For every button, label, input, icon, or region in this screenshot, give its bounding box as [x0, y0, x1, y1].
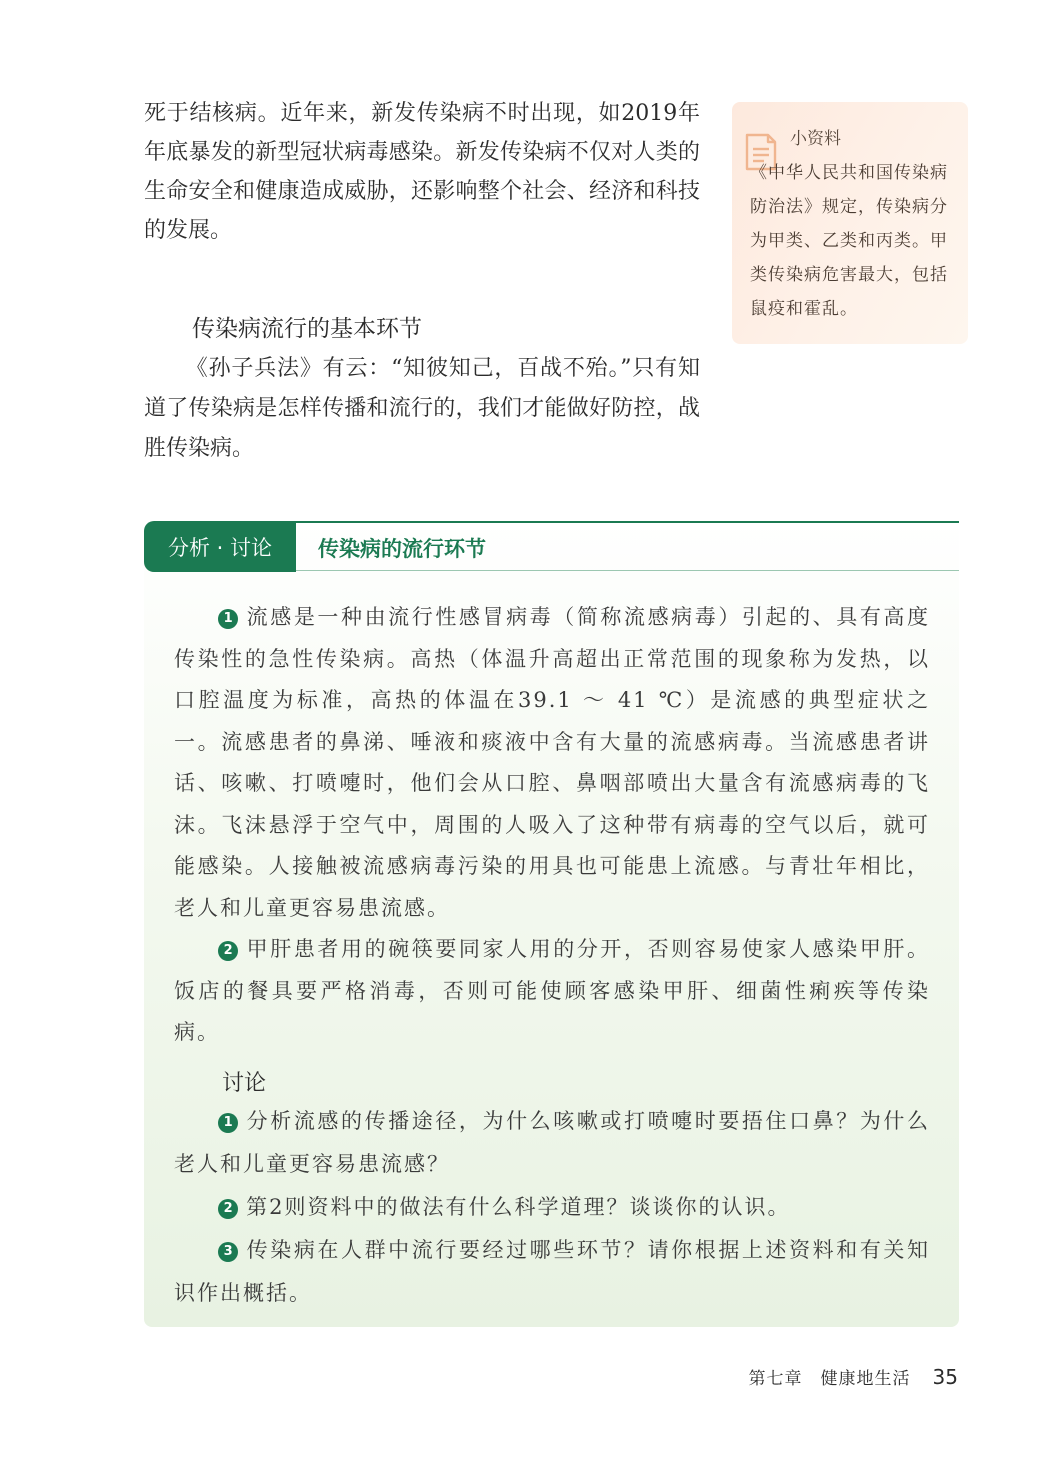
number-badge: 1 — [218, 1113, 238, 1133]
number-badge: 2 — [218, 1199, 238, 1219]
header-rule-top — [294, 521, 959, 523]
chapter-title: 第七章 健康地生活 — [748, 1369, 911, 1389]
section-paragraph: 《孙子兵法》有云：“知彼知己，百战不殆。”只有知道了传染病是怎样传播和流行的，我们才能做好防控，战胜传染病。 — [144, 356, 700, 461]
number-badge: 2 — [218, 941, 238, 961]
question-text: 分析流感的传播途径，为什么咳嗽或打喷嚏时要捂住口鼻？为什么老人和儿童更容易患流感？ — [174, 1109, 930, 1176]
question-item — [174, 1186, 930, 1229]
question-item — [174, 1229, 930, 1315]
number-badge: 3 — [218, 1242, 238, 1262]
material-item — [174, 597, 930, 929]
section-body — [144, 349, 700, 469]
intro-text — [144, 94, 700, 250]
sidebar-text: 《中华人民共和国传染病防治法》规定，传染病分为甲类、乙类和丙类。甲类传染病危害最大，包括鼠疫和霍乱。 — [750, 163, 948, 319]
discussion-title: 讨论 — [222, 1071, 267, 1096]
number-badge: 1 — [218, 609, 238, 629]
question-item — [174, 1100, 930, 1186]
page-number: 35 — [932, 1365, 958, 1389]
analysis-discussion-box — [144, 521, 959, 1327]
material-text: 流感是一种由流行性感冒病毒（简称流感病毒）引起的、具有高度传染性的急性传染病。高热（体温升高超出正常范围的现象称为发热，以口腔温度为标准，高热的体温在39.1 ～ 41 ℃）是流感的典型症状之一。流感患者的鼻涕、唾液和痰液中含有大量的流感病毒。当流感患者讲话、咳嗽、打喷嚏时，他们会从口腔、鼻咽部喷出大量含有流感病毒的飞沫。飞沫悬浮于空气中，周围的人吸入了这种带有病毒的空气以后，就可能感染。人接触被流感病毒污染的用具也可能患上流感。与青壮年相比，老人和儿童更容易患流感。 — [174, 605, 930, 920]
intro-paragraph: 死于结核病。近年来，新发传染病不时出现，如2019年年底暴发的新型冠状病毒感染。新发传染病不仅对人类的生命安全和健康造成威胁，还影响整个社会、经济和科技的发展。 — [144, 101, 700, 243]
activity-header — [144, 521, 959, 572]
question-text: 第2则资料中的做法有什么科学道理？谈谈你的认识。 — [246, 1195, 791, 1219]
section-heading: 传染病流行的基本环节 — [192, 316, 422, 342]
info-sidebar — [732, 102, 968, 344]
page-footer — [749, 1364, 958, 1389]
materials-list — [174, 597, 930, 1054]
question-text: 传染病在人群中流行要经过哪些环节？请你根据上述资料和有关知识作出概括。 — [174, 1238, 930, 1305]
activity-tag: 分析 · 讨论 — [144, 521, 296, 572]
material-item — [174, 929, 930, 1054]
activity-title: 传染病的流行环节 — [318, 537, 486, 561]
material-text: 甲肝患者用的碗筷要同家人用的分开，否则容易使家人感染甲肝。饭店的餐具要严格消毒，否则可能使顾客感染甲肝、细菌性痢疾等传染病。 — [174, 937, 930, 1044]
header-rule-bottom — [294, 570, 959, 571]
sidebar-title: 小资料 — [790, 129, 841, 149]
questions-list — [174, 1100, 930, 1315]
